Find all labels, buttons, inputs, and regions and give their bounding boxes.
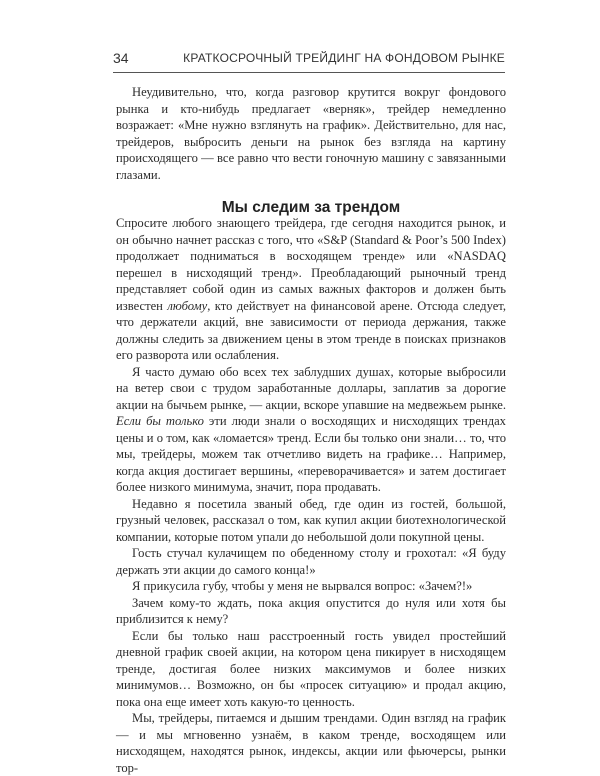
running-header <box>113 50 505 73</box>
page-number: 34 <box>113 50 129 66</box>
paragraph: Спросите любого знающего трейдера, где сегодня находится рынок, и он обычно начнет рассказ с того, что «S&P (Standard & Poor’s 500 Index) продолжает подниматься в восходящем тренде» или «NASDAQ перешел в нисходящий тренд». Преобладающий рыночный тренд представляет собой один из самых важных факторов и должен быть известен любому, кто действует на финансовой арене. Отсюда следует, что держатели акций, вне зависимости от периода держания, также должны следить за движением цены в этом тренде в поисках признаков его разворота или ослабления. <box>116 216 506 362</box>
section-body <box>116 215 506 776</box>
paragraph: Зачем кому-то ждать, пока акция опустится до нуля или хотя бы приблизится к нему? <box>116 595 506 626</box>
intro-paragraph-block <box>116 84 506 183</box>
running-title: КРАТКОСРОЧНЫЙ ТРЕЙДИНГ НА ФОНДОВОМ РЫНКЕ <box>183 51 505 65</box>
paragraph: Я часто думаю обо всех тех заблудших душах, которые выбросили на ветер свои с трудом заработанные доллары, заплатив за дорогие акции на бычьем рынке, — акции, вскоре упавшие на медвежьем рынке. Если бы только эти люди знали о восходящих и нисходящих трендах цены и о том, как «ломается» тренд. Если бы только они знали… то, что мы, трейдеры, можем так отчетливо видеть на графике… Например, когда акция достигает вершины, «переворачивается» и затем достигает более низкого минимума, значит, пора продавать. <box>116 364 506 494</box>
paragraph: Недавно я посетила званый обед, где один из гостей, большой, грузный человек, рассказал о том, как купил акции биотехнологической компании, которые потом упали до небольшой доли покупной цены. <box>116 496 506 544</box>
paragraph: Гость стучал кулачищем по обеденному столу и грохотал: «Я буду держать эти акции до самого конца!» <box>116 546 506 577</box>
paragraph: Я прикусила губу, чтобы у меня не вырвался вопрос: «Зачем?!» <box>132 579 473 593</box>
paragraph: Если бы только наш расстроенный гость увидел простейший дневной график своей акции, на котором цена пикирует в нисходящем тренде, достигая более низких максимумов и более низких минимумов… Возможно, он бы «просек ситуацию» и продал акцию, пока она еще имеет хоть какую-то ценность. <box>116 628 506 709</box>
section-heading: Мы следим за трендом <box>221 198 401 216</box>
intro-paragraph: Неудивительно, что, когда разговор крутится вокруг фондового рынка и кто-нибудь предлагает «верняк», трейдер немедленно возражает: «Мне нужно взглянуть на график». Действительно, для нас, трейдеров, выбросить деньги на рынок без взгляда на картину происходящего — все равно что вести гоночную машину с завязанными глазами. <box>116 85 506 182</box>
emphasis: любому <box>167 298 208 313</box>
emphasis: Если бы только <box>116 414 204 428</box>
paragraph: Мы, трейдеры, питаемся и дышим трендами. Один взгляд на график — и мы мгновенно узнаём, в каком тренде, восходящем или нисходящем, находятся рынок, индексы, акции или фьючерсы, рынки тор- <box>116 711 506 775</box>
